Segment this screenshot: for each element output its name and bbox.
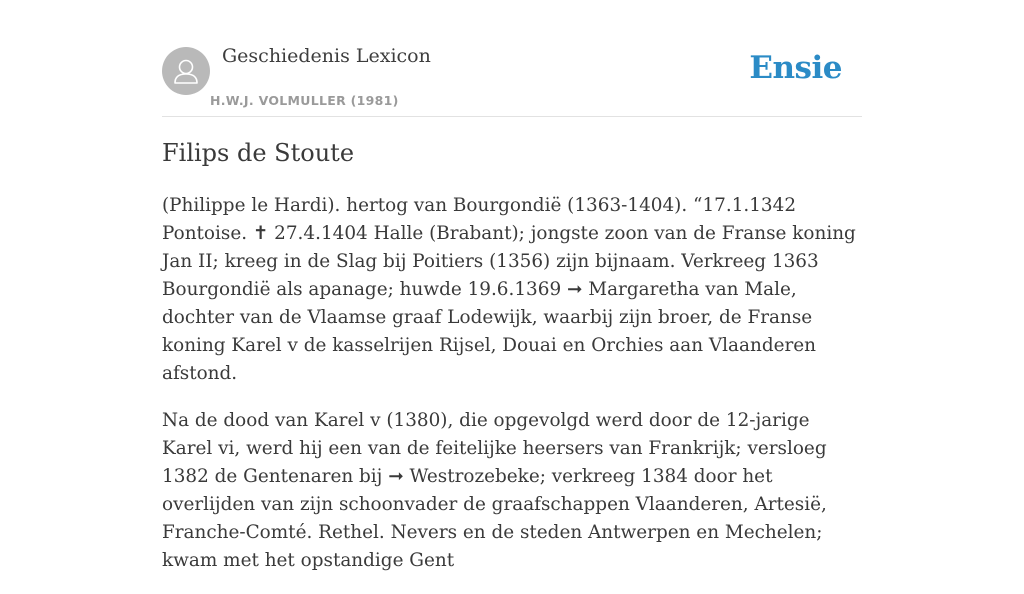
page xyxy=(162,0,862,571)
user-avatar-icon[interactable] xyxy=(162,47,210,95)
article-paragraph: (Philippe le Hardi). hertog van Bourgondië (1363-1404). “17.1.1342 Pontoise. ✝ 27.4.1404 Halle (Brabant); jongste zoon van de Franse koning Jan II; kreeg in de Slag bij Poitiers (1356) zijn bijnaam. Verkreeg 1363 Bourgondië als apanage; huwde 19.6.1369 ➞ Margaretha van Male, dochter van de Vlaamse graaf Lodewijk, waarbij zijn broer, de Franse koning Karel v de kasselrijen Rijsel, Douai en Orchies aan Vlaanderen afstond. xyxy=(162,195,856,384)
header xyxy=(162,0,862,117)
lexicon-title[interactable]: Geschiedenis Lexicon xyxy=(222,45,431,67)
article-body xyxy=(162,192,862,594)
entry-title: Filips de Stoute xyxy=(162,139,355,167)
brand-logo[interactable]: Ensie xyxy=(749,50,842,86)
author-label[interactable]: H.W.J. VOLMULLER (1981) xyxy=(210,93,399,108)
article-paragraph: Na de dood van Karel v (1380), die opgevolgd werd door de 12-jarige Karel vi, werd hij een van de feitelijke heersers van Frankrijk; versloeg 1382 de Gentenaren bij ➞ Westrozebeke; verkreeg 1384 door het overlijden van zijn schoonvader de graafschappen Vlaanderen, Artesië, Franche-Comté. Rethel. Nevers en de steden Antwerpen en Mechelen; kwam met het opstandige Gent xyxy=(162,410,827,571)
